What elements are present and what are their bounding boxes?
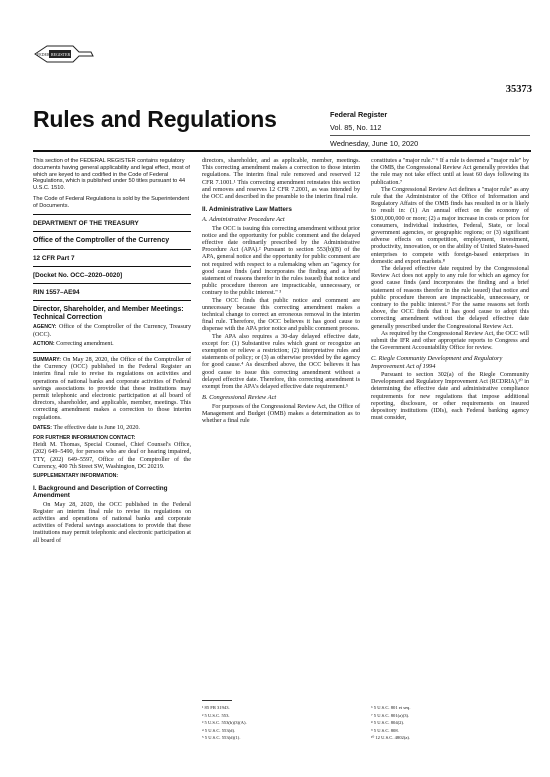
paragraph: The OCC is issuing this correcting amendment without prior notice and the opportunity for public comment and the delayed effective date ordinarily prescribed by the Administrative Procedure Act (APA).² Pursuant to section 553(b)(B) of the APA, general notice and the opportunity for public comment are not required with respect to a rulemaking when an "agency for good cause finds (and incorporates the finding and a brief statement of reasons therefor in the rules issued) that notice and public procedure thereon are impracticable, unnecessary, or contrary to the public interest." ³ — [202, 225, 360, 297]
contact-label: FOR FURTHER INFORMATION CONTACT: — [33, 435, 136, 442]
paragraph: The delayed effective date required by the Congressional Review Act does not apply to any rule for which an agency for good cause finds (and incorporates the finding and a brief statement of reasons therefor in the rule issued) that notice and public procedure thereon are impracticable, unnecessary, or contrary to the public interest.⁹ For the same reasons set forth above, the OCC finds that it has good cause to adopt this correcting amendment without the delayed effective date generally prescribed under the Congressional Review Act. — [371, 266, 529, 330]
summary-label: SUMMARY: — [33, 357, 61, 363]
subsection-c-heading: C. Riegle Community Development and Regulatory Improvement Act of 1994 — [371, 355, 503, 370]
divider — [33, 283, 191, 284]
divider — [33, 231, 191, 232]
action-label: ACTION: — [33, 340, 55, 347]
footnote: ¹⁰ 12 U.S.C. 4802(a). — [371, 735, 411, 741]
top-rule — [33, 150, 531, 152]
column-2 — [202, 158, 360, 425]
section-1-text: On May 28, 2020, the OCC published in the Federal Register an interim final rule to revise its regulations on activities and operations of national banks and corporate activities of Federal savings associations to provide that these institutions may permit telephonic and electronic participation at all board of — [33, 501, 191, 544]
paragraph: The Congressional Review Act defines a "major rule" as any rule that the Administrator of the Office of Information and Regulatory Affairs of the OMB finds has resulted in or is likely to result in: (1) An annual effect on the economy of $100,000,000 or more; (2) a major increase in costs or prices for consumers, individual industries, Federal, State, or local government agencies, or geographic regions; or (3) significant adverse effects on competition, employment, investment, productivity, innovation, or on the ability of United States-based enterprises to compete with foreign-based enterprises in domestic and export markets.⁸ — [371, 186, 529, 265]
footnote: ⁹ 5 U.S.C. 808. — [371, 727, 399, 733]
footnote: ⁷ 5 U.S.C. 801(a)(3). — [371, 712, 410, 718]
dates-label: DATES: — [33, 424, 52, 431]
footnotes-right — [371, 704, 521, 742]
footnote: ⁶ 5 U.S.C. 801 et seq. — [371, 705, 411, 710]
divider — [33, 266, 191, 267]
issue-date: Wednesday, June 10, 2020 — [330, 139, 419, 148]
paragraph: The OCC finds that public notice and comment are unnecessary because this correcting amendment makes a technical change to correct an erroneous removal in the interim final rule. Therefore, the OCC believes it has good cause to dispense with the APA prior notice and public comment process. — [202, 297, 360, 333]
divider — [33, 214, 191, 215]
intro-note: This section of the FEDERAL REGISTER contains regulatory documents having general applicability and legal effect, most of which are keyed to and codified in the Code of Federal Regulations, which is published under 50 titles pursuant to 44 U.S.C. 1510. — [33, 158, 190, 192]
federal-register-logo — [33, 42, 95, 66]
footnote: ³ 5 U.S.C. 553(b)(3)(A). — [202, 720, 247, 726]
divider — [330, 135, 530, 136]
column-1 — [33, 158, 191, 545]
contact-text: Heidi M. Thomas, Special Counsel, Chief Counsel's Office, (202) 649–5490, for persons who are deaf or hearing impaired, TTY, (202) 649–5597, Office of the Comptroller of the Currency, 400 7th Street SW, Washington, DC 20219. — [33, 442, 191, 470]
publication-name: Federal Register — [330, 110, 388, 119]
paragraph: The APA also requires a 30-day delayed effective date, except for: (1) Substantive rules which grant or recognize an exemption or relieve a restriction; (2) interpretative rules and statements of policy; or (3) as otherwise provided by the agency for good cause.⁴ As described above, the OCC believes it has good cause to issue this correcting amendment without a delayed effective date. Therefore, this correcting amendment is exempt from the APA's delayed effective date requirement.⁵ — [202, 333, 360, 391]
agency-heading: DEPARTMENT OF THE TREASURY — [33, 219, 139, 227]
page-number: 35373 — [505, 84, 532, 95]
footnotes-left — [202, 704, 352, 742]
dates-text: The effective date is June 10, 2020. — [53, 424, 140, 431]
rule-subject: Director, Shareholder, and Member Meetings: Technical Correction — [33, 306, 184, 322]
footnote: ¹ 85 FR 31943. — [202, 705, 230, 710]
office-heading: Office of the Comptroller of the Currency — [33, 236, 170, 244]
cfr-part: 12 CFR Part 7 — [33, 254, 75, 262]
svg-text:REGISTER: REGISTER — [51, 52, 71, 57]
subsection-b-heading: B. Congressional Review Act — [202, 394, 277, 402]
rin-number: RIN 1557–AE94 — [33, 289, 80, 297]
section-2-heading: II. Administrative Law Matters — [202, 206, 292, 214]
summary-text: On May 28, 2020, the Office of the Comptroller of the Currency (OCC) published in the Federal Register an interim final rule to revise its regulations on activities and operations of national banks and corporate activities of Federal savings associations to provide that these institutions may permit telephonic and electronic participation at all board of directors, shareholder, and applicable, member, meetings. This correcting amendment makes a correction to those interim regulations. — [33, 357, 191, 421]
footnote: ⁴ 5 U.S.C. 553(d). — [202, 727, 236, 733]
cfr-sale-note: The Code of Federal Regulations is sold by the Superintendent of Documents. — [33, 195, 190, 209]
volume-line: Vol. 85, No. 112 — [330, 123, 382, 132]
svg-text:FEDERAL: FEDERAL — [37, 52, 55, 57]
paragraph: directors, shareholder, and as applicable, member, meetings. This correcting amendment makes a correction to those interim regulations. The interim final rule removed and reserved 12 CFR 7.1001.¹ This correcting amendment reinstates this section and removes and reserves 12 CFR 7.2001, as was intended by the OCC and described in the preamble to the interim final rule. — [202, 158, 360, 201]
subsection-a-heading: A. Administrative Procedure Act — [202, 216, 285, 224]
docket-number: [Docket No. OCC–2020–0020] — [33, 271, 123, 279]
footnote-rule — [202, 700, 232, 701]
divider — [33, 352, 191, 353]
footnote: ² 5 U.S.C. 553. — [202, 712, 230, 718]
paragraph: constitutes a "major rule." ⁶ If a rule is deemed a "major rule" by the OMB, the Congressional Review Act generally provides that the rule may not take effect until at least 60 days following its publication.⁷ — [371, 158, 529, 186]
paragraph: Pursuant to section 302(a) of the Riegle Community Development and Regulatory Improvement Act (RCDRIA),¹⁰ in determining the effective date and administrative compliance requirements for new regulations that impose additional reporting, disclosure, or other requirements on insured depository institutions (IDIs), each Federal banking agency must consider, — [371, 371, 529, 422]
divider — [33, 300, 191, 301]
footnote: ⁵ 5 U.S.C. 553(d)(1). — [202, 735, 241, 741]
action-text: Correcting amendment. — [56, 340, 114, 347]
section-1-heading: I. Background and Description of Correcting Amendment — [33, 485, 168, 500]
paragraph: As required by the Congressional Review Act, the OCC will submit the IFR and other appropriate reports to Congress and the Government Accountability Office for review. — [371, 330, 529, 352]
supplementary-label: SUPPLEMENTARY INFORMATION: — [33, 473, 119, 480]
footnote: ⁸ 5 U.S.C. 804(2). — [371, 720, 405, 726]
agency-text: Office of the Comptroller of the Currency, Treasury (OCC). — [33, 324, 192, 338]
section-title: Rules and Regulations — [33, 106, 277, 132]
divider — [33, 249, 191, 250]
agency-label: AGENCY: — [33, 324, 57, 331]
paragraph: For purposes of the Congressional Review Act, the Office of Management and Budget (OMB) makes a determination as to whether a final rule — [202, 403, 360, 424]
column-3 — [371, 158, 529, 422]
